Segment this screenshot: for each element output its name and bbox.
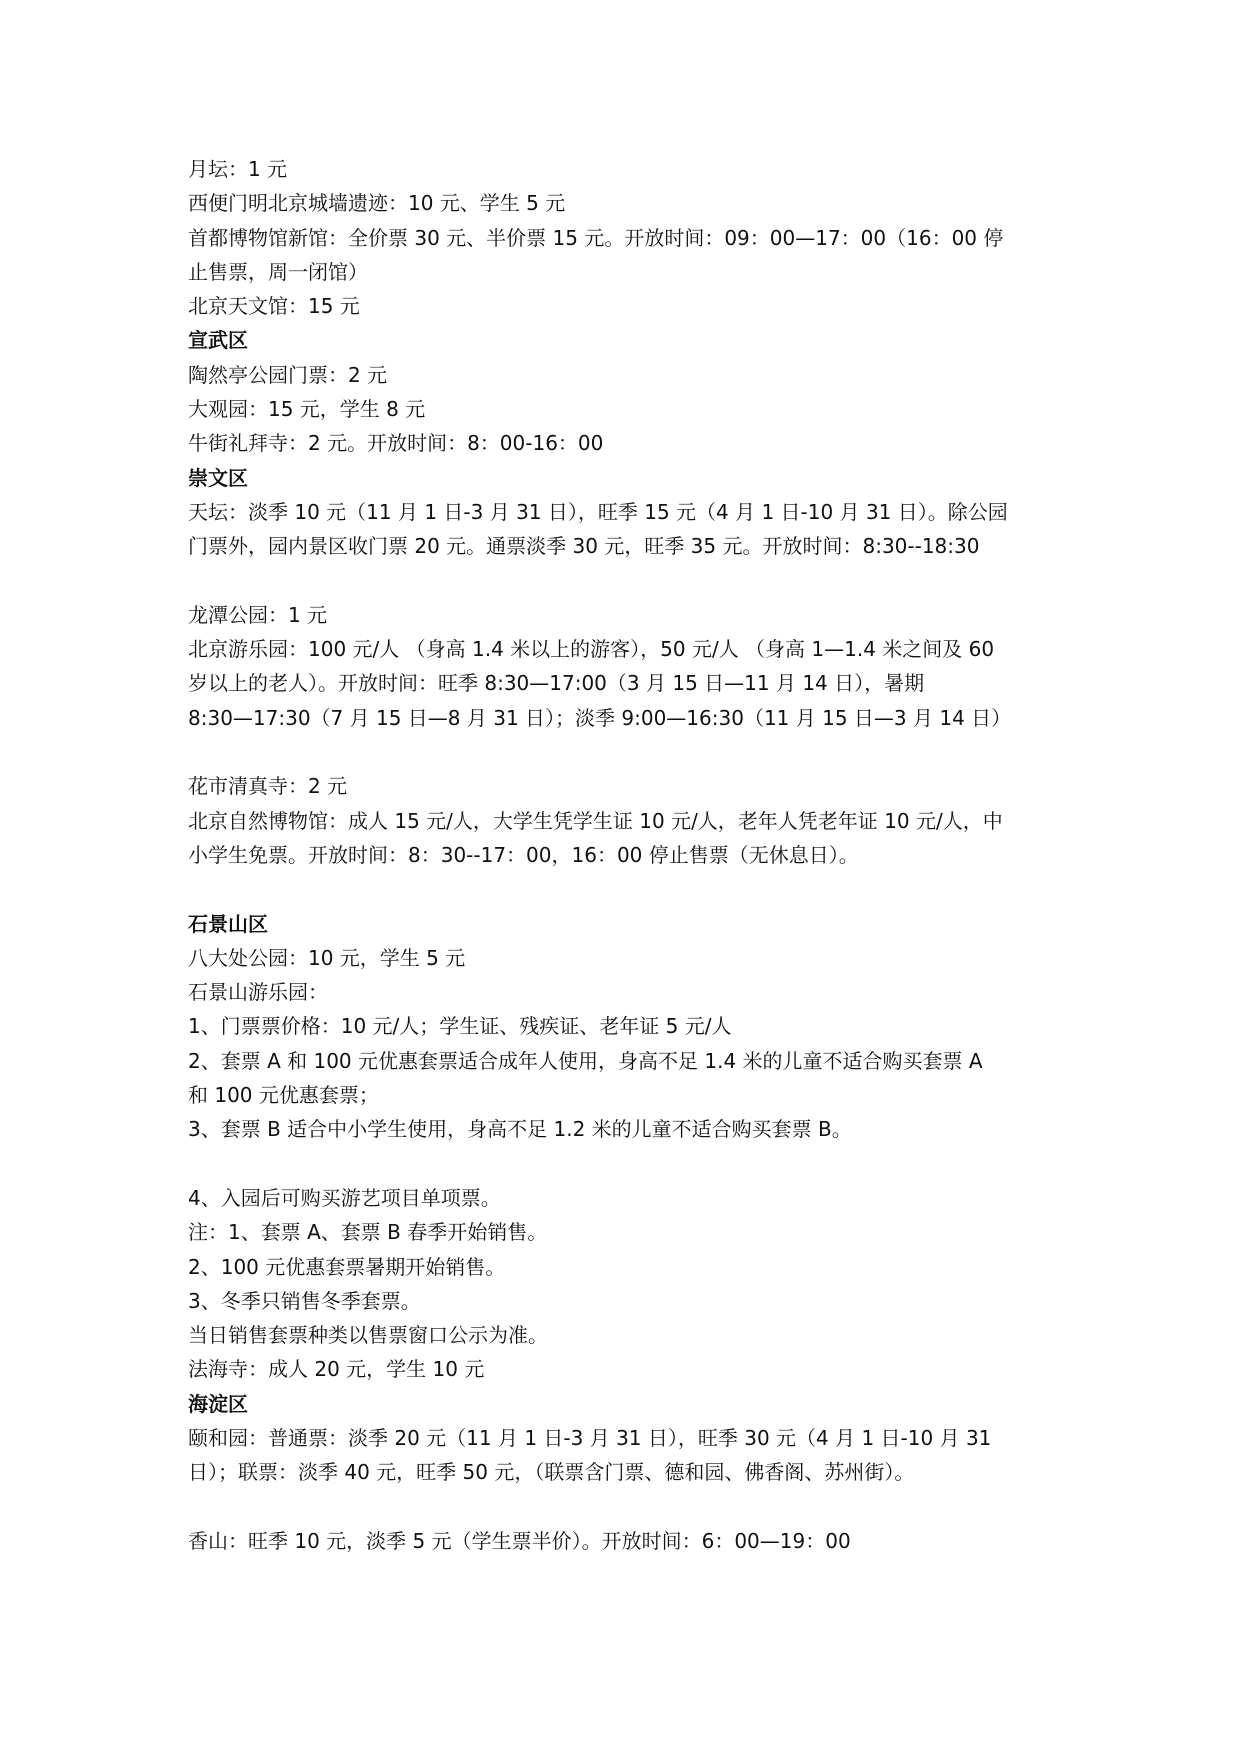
document-body bbox=[188, 152, 1068, 1558]
text-line: 日）；联票：淡季 40 元，旺季 50 元，（联票含门票、德和园、佛香阁、苏州街）。 bbox=[188, 1460, 915, 1485]
text-line: 3、冬季只销售冬季套票。 bbox=[188, 1288, 421, 1313]
blank-line bbox=[188, 1490, 1068, 1524]
text-line: 小学生免票。开放时间：8：30--17：00，16：00 停止售票（无休息日）。 bbox=[188, 842, 859, 867]
text-line: 和 100 元优惠套票； bbox=[188, 1083, 379, 1108]
text-line: 岁以上的老人）。开放时间：旺季 8:30—17:00（3 月 15 日—11 月 14 日），暑期 bbox=[188, 671, 925, 696]
text-line: 当日销售套票种类以售票窗口公示为准。 bbox=[188, 1323, 548, 1348]
text-line: 1、门票票价格：10 元/人；学生证、残疾证、老年证 5 元/人 bbox=[188, 1014, 732, 1039]
text-line: 3、套票 B 适合中小学生使用，身高不足 1.2 米的儿童不适合购买套票 B。 bbox=[188, 1117, 852, 1142]
section-heading: 宣武区 bbox=[188, 328, 248, 353]
section-heading: 崇文区 bbox=[188, 465, 248, 490]
text-line: 门票外，园内景区收门票 20 元。通票淡季 30 元，旺季 35 元。开放时间：8:30--18:30 bbox=[188, 534, 980, 559]
text-line: 8:30—17:30（7 月 15 日—8 月 31 日）；淡季 9:00—16:30（11 月 15 日—3 月 14 日） bbox=[188, 705, 1012, 730]
text-line: 月坛：1 元 bbox=[188, 157, 288, 181]
section-heading: 海淀区 bbox=[188, 1391, 248, 1416]
blank-line bbox=[188, 735, 1068, 769]
text-line: 西便门明北京城墙遗迹：10 元、学生 5 元 bbox=[188, 191, 566, 216]
text-line: 2、套票 A 和 100 元优惠套票适合成年人使用，身高不足 1.4 米的儿童不适合购买套票 A bbox=[188, 1048, 983, 1073]
text-line: 八大处公园：10 元，学生 5 元 bbox=[188, 945, 466, 970]
text-line: 牛街礼拜寺：2 元。开放时间：8：00-16：00 bbox=[188, 431, 604, 456]
text-line: 大观园：15 元，学生 8 元 bbox=[188, 397, 426, 422]
blank-line bbox=[188, 564, 1068, 598]
text-line: 注：1、套票 A、套票 B 春季开始销售。 bbox=[188, 1220, 548, 1245]
text-line: 石景山游乐园： bbox=[188, 980, 328, 1005]
text-line: 花市清真寺：2 元 bbox=[188, 774, 348, 799]
text-line: 2、100 元优惠套票暑期开始销售。 bbox=[188, 1254, 506, 1279]
blank-line bbox=[188, 1147, 1068, 1181]
text-line: 止售票，周一闭馆） bbox=[188, 259, 368, 284]
text-line: 北京游乐园：100 元/人 （身高 1.4 米以上的游客），50 元/人 （身高 1—1.4 米之间及 60 bbox=[188, 637, 995, 662]
text-line: 北京天文馆：15 元 bbox=[188, 294, 360, 319]
text-line: 北京自然博物馆：成人 15 元/人，大学生凭学生证 10 元/人，老年人凭老年证 10 元/人，中 bbox=[188, 808, 1003, 833]
text-line: 法海寺：成人 20 元，学生 10 元 bbox=[188, 1357, 485, 1382]
text-line: 颐和园：普通票：淡季 20 元（11 月 1 日-3 月 31 日），旺季 30 元（4 月 1 日-10 月 31 bbox=[188, 1425, 992, 1450]
text-line: 陶然亭公园门票：2 元 bbox=[188, 362, 388, 387]
blank-line bbox=[188, 872, 1068, 906]
text-line: 首都博物馆新馆：全价票 30 元、半价票 15 元。开放时间：09：00—17：00（16：00 停 bbox=[188, 225, 1004, 250]
text-line: 香山：旺季 10 元，淡季 5 元（学生票半价）。开放时间：6：00—19：00 bbox=[188, 1528, 851, 1553]
text-line: 4、入园后可购买游艺项目单项票。 bbox=[188, 1185, 501, 1210]
section-heading: 石景山区 bbox=[188, 911, 268, 936]
text-line: 天坛：淡季 10 元（11 月 1 日-3 月 31 日），旺季 15 元（4 月 1 日-10 月 31 日）。除公园 bbox=[188, 499, 1008, 524]
text-line: 龙潭公园：1 元 bbox=[188, 602, 328, 627]
